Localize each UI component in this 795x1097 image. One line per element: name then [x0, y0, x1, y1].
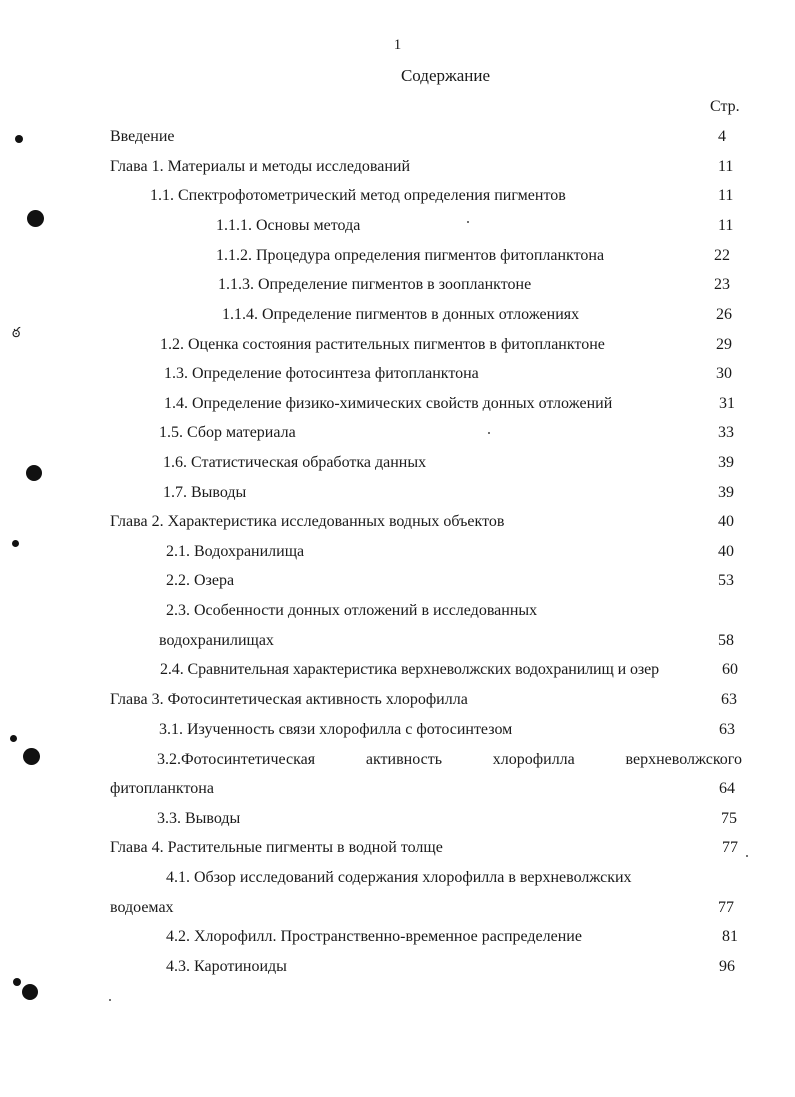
- scan-speck: [488, 432, 490, 434]
- toc-entry-label: Глава 2. Характеристика исследованных водных объектов: [110, 513, 505, 530]
- toc-entry-page: 81: [722, 928, 738, 945]
- toc-entry-label: Глава 1. Материалы и методы исследований: [110, 158, 411, 175]
- toc-entry-page: 22: [714, 247, 730, 264]
- scan-dot: [13, 978, 21, 986]
- toc-entry-page: 30: [716, 365, 732, 382]
- toc-entry-page: 58: [718, 632, 734, 649]
- toc-entry-label: 2.1. Водохранилища: [166, 543, 305, 560]
- scan-speck: [467, 221, 469, 223]
- toc-entry-label: Введение: [110, 128, 175, 145]
- justified-word: 3.2.Фотосинтетическая: [157, 751, 316, 768]
- scan-dot: [12, 540, 19, 547]
- toc-entry-page: 77: [718, 899, 734, 916]
- toc-entry-label: 3.3. Выводы: [157, 810, 241, 827]
- toc-entry-label: Глава 3. Фотосинтетическая активность хлорофилла: [110, 691, 468, 708]
- toc-entry-page: 4: [718, 128, 726, 145]
- toc-entry-page: 23: [714, 276, 730, 293]
- toc-entry-label: 1.1.3. Определение пигментов в зоопланктоне: [218, 276, 532, 293]
- justified-word: верхневолжского: [625, 751, 742, 768]
- toc-entry-justified-line: [157, 750, 742, 770]
- toc-entry-label: 2.2. Озера: [166, 572, 235, 589]
- toc-entry-page: 39: [718, 484, 734, 501]
- toc-entry-label: 1.4. Определение физико-химических свойств донных отложений: [164, 395, 613, 412]
- scan-squiggle: ఠ: [12, 326, 21, 341]
- toc-entry-page: 11: [718, 217, 734, 234]
- toc-entry-page: 29: [716, 336, 732, 353]
- toc-entry-page: 77: [722, 839, 738, 856]
- toc-entry-label: 2.4. Сравнительная характеристика верхневолжских водохранилищ и озер: [160, 661, 660, 678]
- scan-dot: [15, 135, 23, 143]
- page-title: Содержание: [400, 66, 491, 85]
- justified-word: активность: [365, 751, 443, 768]
- punch-hole: [26, 465, 42, 481]
- toc-entry-label: Глава 4. Растительные пигменты в водной толще: [110, 839, 443, 856]
- punch-hole: [23, 748, 40, 765]
- toc-entry-label: 1.1.1. Основы метода: [216, 217, 361, 234]
- toc-entry-label: 1.2. Оценка состояния растительных пигментов в фитопланктоне: [160, 336, 605, 353]
- toc-entry-page: 11: [718, 158, 734, 175]
- toc-entry-label: 1.1.2. Процедура определения пигментов фитопланктона: [216, 247, 605, 264]
- justified-word: хлорофилла: [492, 751, 575, 768]
- toc-entry-label: 1.3. Определение фотосинтеза фитопланктона: [164, 365, 479, 382]
- toc-entry-label: водоемах: [110, 899, 174, 916]
- page-column-header: Стр.: [710, 98, 740, 115]
- scan-speck: [109, 999, 111, 1001]
- toc-entry-page: 26: [716, 306, 732, 323]
- toc-entry-label: 2.3. Особенности донных отложений в исследованных: [166, 602, 538, 619]
- toc-entry-label: 1.5. Сбор материала: [159, 424, 296, 441]
- toc-entry-page: 96: [719, 958, 735, 975]
- toc-entry-page: 40: [718, 543, 734, 560]
- scan-dot: [10, 735, 17, 742]
- toc-entry-label: 4.1. Обзор исследований содержания хлорофилла в верхневолжских: [166, 869, 632, 886]
- toc-entry-page: 40: [718, 513, 734, 530]
- scan-speck: [746, 855, 748, 857]
- toc-entry-label: 1.1.4. Определение пигментов в донных отложениях: [222, 306, 580, 323]
- toc-entry-label: 4.3. Каротиноиды: [166, 958, 287, 975]
- toc-entry-page: 60: [722, 661, 738, 678]
- toc-entry-label: 1.6. Статистическая обработка данных: [163, 454, 427, 471]
- toc-entry-page: 39: [718, 454, 734, 471]
- toc-entry-label: 1.7. Выводы: [163, 484, 247, 501]
- page-number: 1: [393, 37, 402, 53]
- toc-entry-page: 63: [719, 721, 735, 738]
- toc-entry-page: 31: [719, 395, 735, 412]
- punch-hole: [27, 210, 44, 227]
- toc-entry-page: 75: [721, 810, 737, 827]
- toc-entry-page: 11: [718, 187, 734, 204]
- toc-entry-label: фитопланктона: [110, 780, 214, 797]
- toc-entry-page: 53: [718, 572, 734, 589]
- toc-entry-page: 63: [721, 691, 737, 708]
- toc-entry-page: 64: [719, 780, 735, 797]
- toc-entry-label: 4.2. Хлорофилл. Пространственно-временное распределение: [166, 928, 582, 945]
- toc-entry-label: 1.1. Спектрофотометрический метод определения пигментов: [150, 187, 566, 204]
- toc-entry-label: водохранилищах: [159, 632, 274, 649]
- toc-entry-page: 33: [718, 424, 734, 441]
- toc-entry-label: 3.1. Изученность связи хлорофилла с фотосинтезом: [159, 721, 513, 738]
- punch-hole: [22, 984, 38, 1000]
